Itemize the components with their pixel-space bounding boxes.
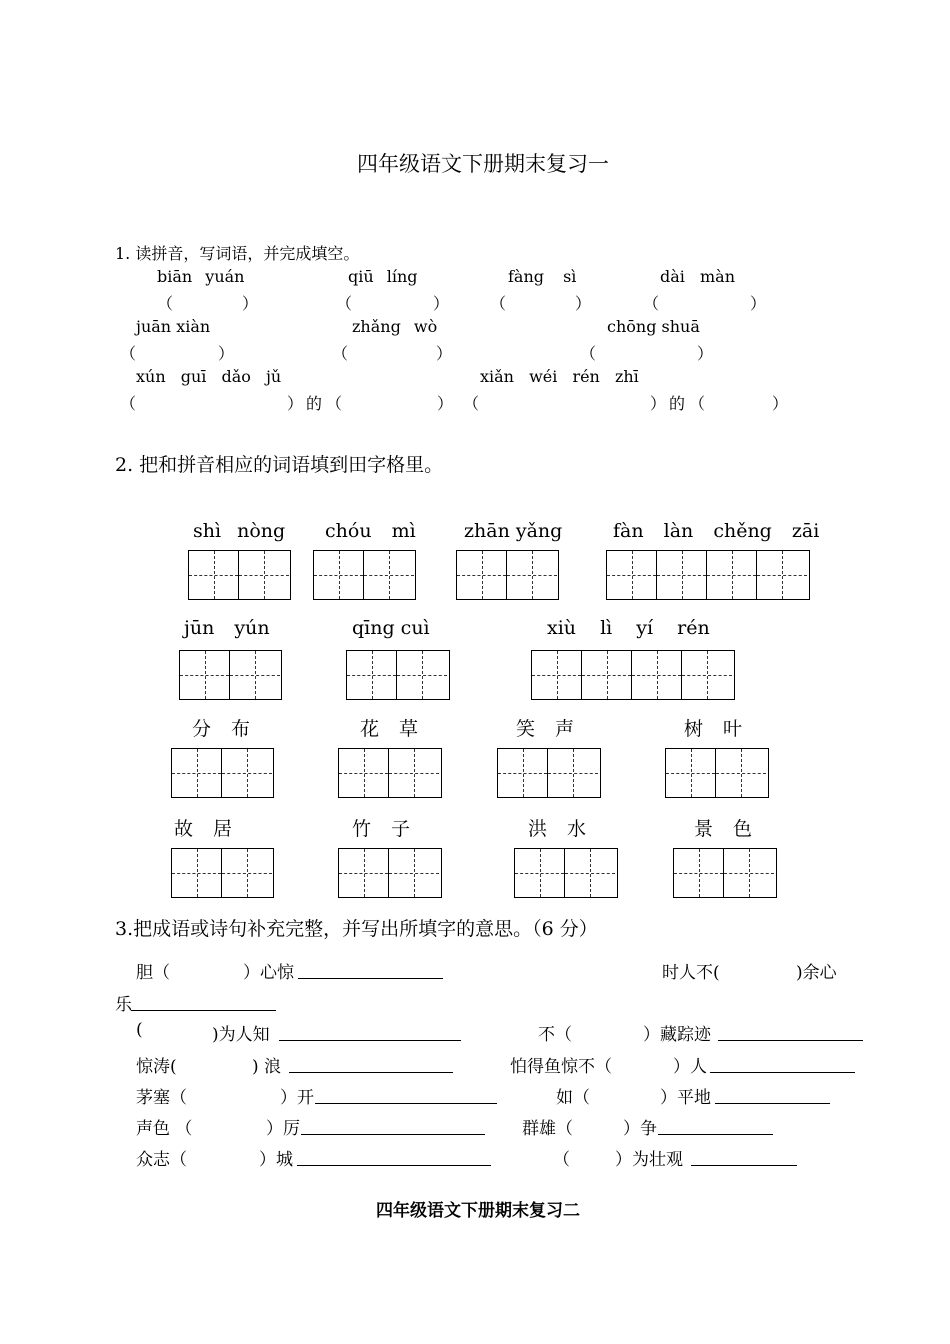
- pinyin-xiu-li-yi-ren: xiù lì yí rén: [547, 617, 710, 639]
- idiom-suffix: ）争: [623, 1119, 657, 1139]
- paren-close: ）: [750, 294, 767, 313]
- next-page-title: 四年级语文下册期末复习二: [376, 1201, 580, 1221]
- word-shuye: 树 叶: [684, 718, 743, 740]
- word-guju: 故 居: [174, 818, 233, 840]
- paren-close: ）: [772, 394, 789, 413]
- word-hongshui: 洪 水: [528, 818, 587, 840]
- idiom-prefix: 不（: [538, 1025, 572, 1045]
- word-zhuzi: 竹 子: [352, 818, 411, 840]
- idiom-suffix: ）为壮观: [615, 1150, 683, 1170]
- paren-open: （: [463, 394, 480, 413]
- pinyin-xian-wei-ren-zhi: xiǎn wéi rén zhī: [480, 367, 639, 386]
- paren-open: （: [157, 294, 174, 313]
- answer-blank[interactable]: [658, 1117, 773, 1135]
- paren-open: （: [689, 394, 706, 413]
- paren-close: ）: [242, 294, 259, 313]
- idiom-suffix: ）人: [673, 1057, 707, 1077]
- paren-close: ）: [436, 344, 453, 363]
- idiom-continuation: 乐: [115, 995, 132, 1015]
- paren-open: （: [643, 294, 660, 313]
- de-text: 的: [306, 394, 323, 413]
- tianzige-grid[interactable]: [606, 550, 810, 600]
- answer-blank[interactable]: [710, 1055, 855, 1073]
- tianzige-grid[interactable]: [673, 848, 777, 898]
- tianzige-grid[interactable]: [346, 650, 450, 700]
- pinyin-jun-yun: jūn yún: [184, 617, 270, 639]
- idiom-suffix: ）城: [259, 1150, 293, 1170]
- tianzige-grid[interactable]: [313, 550, 416, 600]
- paren-open: （: [336, 294, 353, 313]
- answer-blank[interactable]: [298, 961, 443, 979]
- idiom-suffix: ）开: [280, 1088, 314, 1108]
- idiom-prefix: 声色 （: [136, 1119, 193, 1139]
- de-text: 的: [669, 394, 686, 413]
- answer-blank[interactable]: [691, 1148, 797, 1166]
- answer-blank[interactable]: [279, 1023, 461, 1041]
- word-huacao: 花 草: [360, 718, 419, 740]
- idiom-prefix: （: [553, 1150, 570, 1170]
- section3-heading: 3.把成语或诗句补充完整，并写出所填字的意思。（6 分）: [115, 918, 598, 940]
- tianzige-grid[interactable]: [497, 748, 601, 798]
- tianzige-grid[interactable]: [531, 650, 735, 700]
- tianzige-grid[interactable]: [188, 550, 291, 600]
- word-xiaosheng: 笑 声: [516, 718, 575, 740]
- paren-open: （: [120, 394, 137, 413]
- section2-heading: 2. 把和拼音相应的词语填到田字格里。: [115, 454, 444, 476]
- idiom-prefix: 惊涛(: [136, 1057, 177, 1077]
- idiom-suffix: ) 浪: [252, 1057, 282, 1077]
- paren-close: ）: [650, 394, 667, 413]
- tianzige-grid[interactable]: [514, 848, 618, 898]
- idiom-prefix: 众志（: [136, 1150, 187, 1170]
- answer-blank[interactable]: [297, 1148, 491, 1166]
- idiom-prefix: (: [136, 1020, 143, 1040]
- pinyin-chong-shua: chōng shuā: [607, 317, 700, 336]
- answer-blank[interactable]: [718, 1023, 863, 1041]
- pinyin-juan-xian: juān xiàn: [136, 317, 211, 336]
- idiom-prefix: 怕得鱼惊不（: [510, 1057, 612, 1077]
- paren-close: ）: [218, 344, 235, 363]
- idiom-prefix: 如（: [556, 1088, 590, 1108]
- tianzige-grid[interactable]: [171, 848, 274, 898]
- pinyin-fang-si: fàng sì: [508, 267, 577, 286]
- idiom-suffix: )余心: [796, 963, 837, 983]
- idiom-prefix: 胆（: [136, 963, 170, 983]
- paren-close: ）: [287, 394, 304, 413]
- answer-blank[interactable]: [131, 993, 276, 1011]
- word-jingse: 景 色: [694, 818, 753, 840]
- paren-close: ）: [575, 294, 592, 313]
- tianzige-grid[interactable]: [456, 550, 559, 600]
- paren-open: （: [490, 294, 507, 313]
- section1-heading: 1. 读拼音，写词语，并完成填空。: [115, 244, 360, 263]
- tianzige-grid[interactable]: [179, 650, 282, 700]
- idiom-suffix: ）厉: [266, 1119, 300, 1139]
- idiom-suffix: ）藏踪迹: [643, 1025, 711, 1045]
- answer-blank[interactable]: [715, 1086, 830, 1104]
- tianzige-grid[interactable]: [338, 748, 442, 798]
- pinyin-xun-gui-dao-ju: xún guī dǎo jǔ: [136, 367, 282, 386]
- pinyin-zhan-yang: zhān yǎng: [464, 520, 563, 542]
- paren-open: （: [332, 344, 349, 363]
- pinyin-chou-mi: chóu mì: [325, 520, 416, 542]
- idiom-suffix: ）心惊: [243, 963, 294, 983]
- pinyin-zhang-wo: zhǎng wò: [352, 317, 438, 336]
- tianzige-grid[interactable]: [338, 848, 442, 898]
- idiom-prefix: 时人不(: [662, 963, 720, 983]
- idiom-prefix: 茅塞（: [136, 1088, 187, 1108]
- answer-blank[interactable]: [289, 1055, 453, 1073]
- paren-close: ）: [697, 344, 714, 363]
- idiom-suffix: )为人知: [212, 1025, 270, 1045]
- answer-blank[interactable]: [301, 1117, 485, 1135]
- pinyin-bian-yuan: biān yuán: [157, 267, 245, 286]
- pinyin-dai-man: dài màn: [660, 267, 735, 286]
- idiom-suffix: ）平地: [660, 1088, 711, 1108]
- pinyin-qing-cui: qīng cuì: [352, 617, 430, 639]
- answer-blank[interactable]: [315, 1086, 497, 1104]
- page-title: 四年级语文下册期末复习一: [357, 152, 609, 176]
- paren-open: （: [120, 344, 137, 363]
- paren-close: ）: [437, 394, 454, 413]
- idiom-prefix: 群雄（: [522, 1119, 573, 1139]
- paren-open: （: [580, 344, 597, 363]
- tianzige-grid[interactable]: [171, 748, 274, 798]
- pinyin-shi-nong: shì nòng: [193, 520, 286, 542]
- pinyin-fan-lan-cheng-zai: fàn làn chěng zāi: [613, 520, 820, 542]
- word-fenbu: 分 布: [192, 718, 251, 740]
- paren-open: （: [326, 394, 343, 413]
- tianzige-grid[interactable]: [665, 748, 769, 798]
- pinyin-qiu-ling: qiū líng: [348, 267, 418, 286]
- paren-close: ）: [433, 294, 450, 313]
